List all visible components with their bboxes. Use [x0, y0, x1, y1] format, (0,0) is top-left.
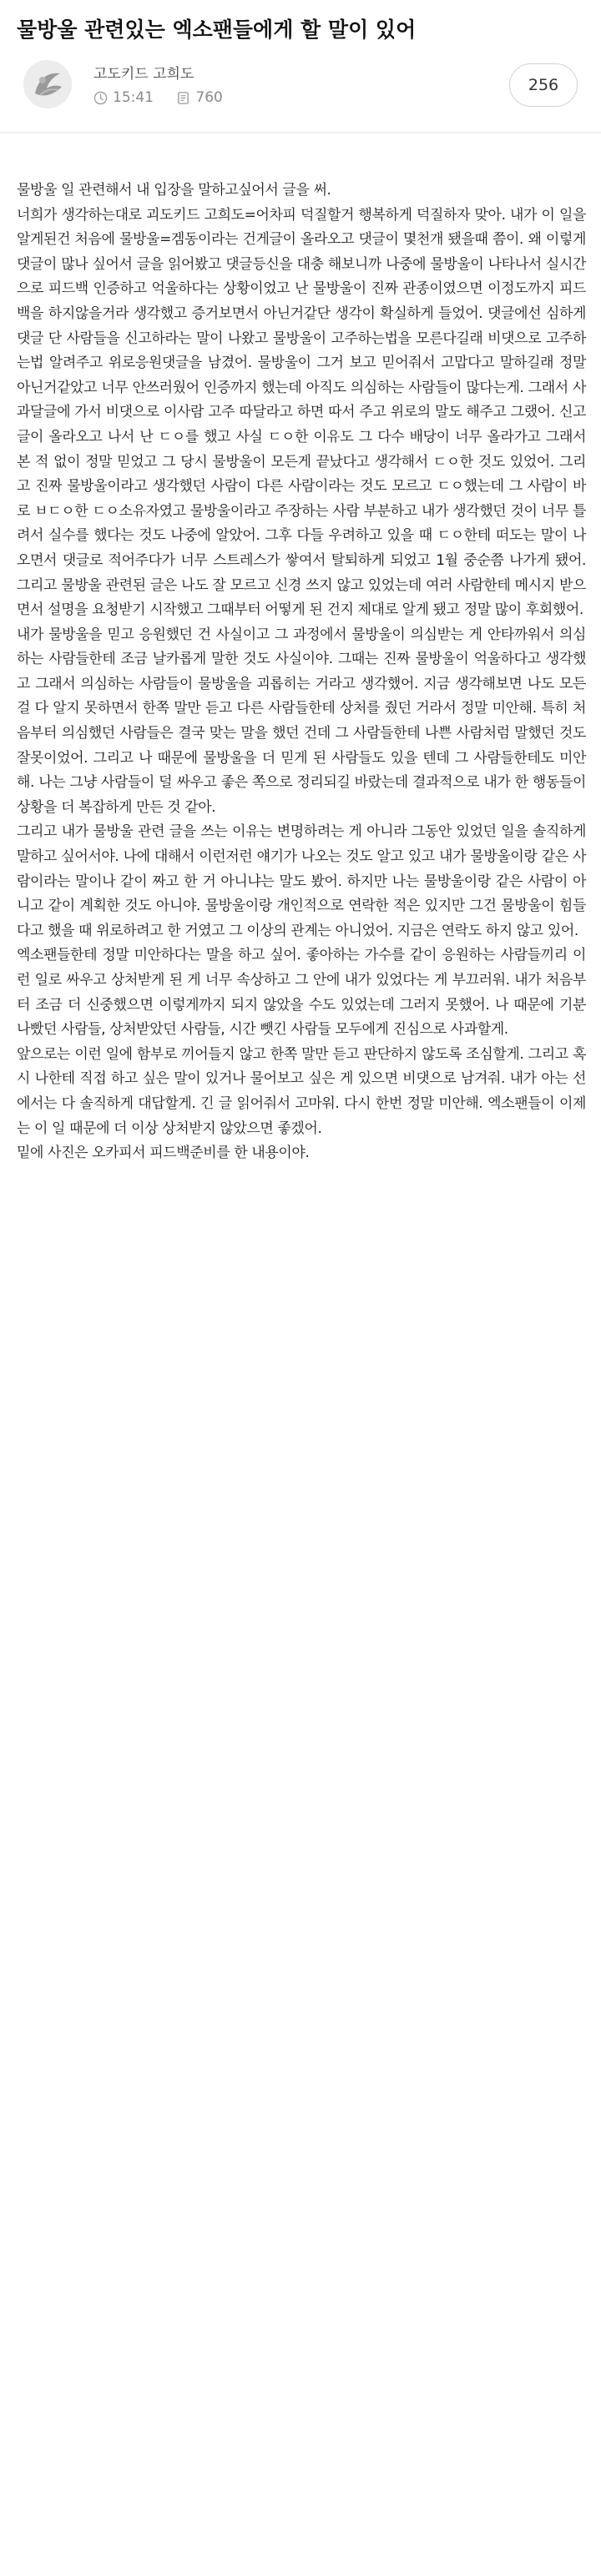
body-paragraph: 엑소팬들한테 정말 미안하다는 말을 하고 싶어. 좋아하는 가수를 같이 응원하는 사람들끼리 이런 일로 싸우고 상처받게 된 게 너무 속상하고 그 안에 내가 있었다는 게 부끄러워. 내가 처음부터 조금 더 신중했으면 이렇게까지 되지 않았을 수도 있었는데 그러지 못했어. 나 때문에 기분 나빴던 사람들, 상처받았던 사람들, 시간 뺏긴 사람들 모두에게 진심으로 사과할게. [17, 947, 586, 1039]
comment-count-button[interactable]: 256 [509, 63, 578, 107]
body-paragraph: 물방울 일 관련해서 내 입장을 말하고싶어서 글을 써. [17, 182, 331, 199]
body-paragraph: 너희가 생각하는대로 괴도키드 고희도=어차피 덕질할거 행복하게 덕질하자 맞아. 내가 이 일을 알게된건 처음에 물방울=겜동이라는 건게글이 올라오고 댓글이 몇천개 됐을때 쯤이. 왜 이렇게 댓글이 많나 싶어서 글을 읽어봤고 댓글등신을 대충 해보니까 나중에 물방울이 나타나서 실시간으로 피드백 인증하고 억울하다는 상황이었고 난 물방울이 진짜 관종이였으면 이정도까지 피드백을 하지않을거라 생각했고 증거보면서 아닌거같단 생각이 확실하게 들었어. 댓글에선 심하게 댓글 단 사람들을 신고하라는 말이 나왔고 물방울이 고주하는법을 모른다길래 비댓으로 고주하는법 알려주고 위로응원댓글을 남겼어. 물방울이 그거 보고 믿어줘서 고맙다고 말하길래 정말 아닌거같았고 너무 안쓰러웠어 인증까지 했는데 아직도 의심하는 사람들이 많다는게. 그래서 사과달글에 가서 비댓으로 이사람 고주 따달라고 하면 따서 주고 위로의 말도 해주고 그랬어. 신고글이 올라오고 나서 난 ㄷㅇ를 했고 사실 ㄷㅇ한 이유도 그 다수 배당이 너무 올라가고 그래서 본 적 없이 정말 믿었고 그 당시 물방울이 모든게 끝났다고 생각해서 ㄷㅇ한 것도 있었어. 그리고 진짜 물방울이라고 생각했던 사람이 다른 사람이라는 것도 모르고 ㄷㅇ했는데 그 사람이 바로 ㅂㄷㅇ한 ㄷㅇ소유자였고 물방울이라고 주장하는 사람 부분하고 내가 생각했던 것이 너무 틀려서 실수를 했다는 것도 나중에 알았어. 그후 다들 우려하고 있을 때 ㄷㅇ한테 떠도는 말이 나오면서 댓글로 적어주다가 너무 스트레스가 쌓여서 탈퇴하게 되었고 1월 중순쯤 나가게 됐어. 그리고 물방울 관련된 글은 나도 잘 모르고 신경 쓰지 않고 있었는데 여러 사람한테 메시지 받으면서 설명을 요청받기 시작했고 그때부터 어떻게 된 건지 제대로 알게 됐고 정말 많이 후회했어. [17, 206, 586, 619]
post-title: 물방울 관련있는 엑소팬들에게 할 말이 있어 [17, 18, 417, 42]
body-paragraph: 앞으로는 이런 일에 함부로 끼어들지 않고 한쪽 말만 듣고 판단하지 않도록 조심할게. 그리고 혹시 나한테 직접 하고 싶은 말이 있거나 물어보고 싶은 게 있으면 비댓으로 남겨줘. 내가 아는 선에서는 다 솔직하게 대답할게. 긴 글 읽어줘서 고마워. 다시 한번 정말 미안해. 엑소팬들이 이제는 이 일 때문에 더 이상 상처받지 않았으면 좋겠어. [17, 1045, 586, 1137]
clock-icon [93, 91, 108, 105]
post-body [17, 179, 586, 1166]
body-paragraph: 밑에 사진은 오카피서 피드백준비를 한 내용이야. [17, 1145, 310, 1162]
author-row [23, 60, 578, 113]
avatar[interactable] [23, 60, 72, 108]
post-views-text: 760 [195, 89, 223, 106]
author-name[interactable]: 고도키드 고희도 [93, 66, 194, 83]
post-time [93, 88, 154, 107]
post-views [176, 88, 222, 107]
header-divider [0, 132, 601, 133]
body-paragraph: 그리고 내가 물방울 관련 글을 쓰는 이유는 변명하려는 게 아니라 그동안 있었던 일을 솔직하게 말하고 싶어서야. 나에 대해서 이런저런 얘기가 나오는 것도 알고 있고 내가 물방울이랑 같은 사람이라는 말이나 같이 짜고 한 거 아니냐는 말도 봤어. 하지만 나는 물방울이랑 같은 사람이 아니고 같이 계획한 것도 아니야. 물방울이랑 개인적으로 연락한 적은 있지만 그건 물방울이 힘들다고 했을 때 위로하려고 한 거였고 그 이상의 관계는 아니었어. 지금은 연락도 하지 않고 있어. [17, 823, 586, 939]
avatar-logo [23, 60, 72, 108]
post-meta [93, 88, 241, 107]
post-time-text: 15:41 [113, 89, 154, 106]
document-icon [176, 91, 190, 105]
body-paragraph: 내가 물방울을 믿고 응원했던 건 사실이고 그 과정에서 물방울이 의심받는 게 안타까워서 의심하는 사람들한테 조금 날카롭게 말한 것도 사실이야. 그때는 진짜 물방울이 억울하다고 생각했고 그래서 의심하는 사람들이 물방울을 괴롭히는 거라고 생각했어. 지금 생각해보면 나도 모든 걸 다 알지 못하면서 한쪽 말만 듣고 다른 사람들한테 상처를 줬던 거라서 정말 미안해. 특히 처음부터 의심했던 사람들은 결국 맞는 말을 했던 건데 그 사람들한테 나쁜 사람처럼 말했던 것도 잘못이었어. 그리고 나 때문에 물방울을 더 믿게 된 사람들도 있을 텐데 그 사람들한테도 미안해. 나는 그냥 사람들이 덜 싸우고 좋은 쪽으로 정리되길 바랐는데 결과적으로 내가 한 행동들이 상황을 더 복잡하게 만든 것 같아. [17, 626, 586, 816]
